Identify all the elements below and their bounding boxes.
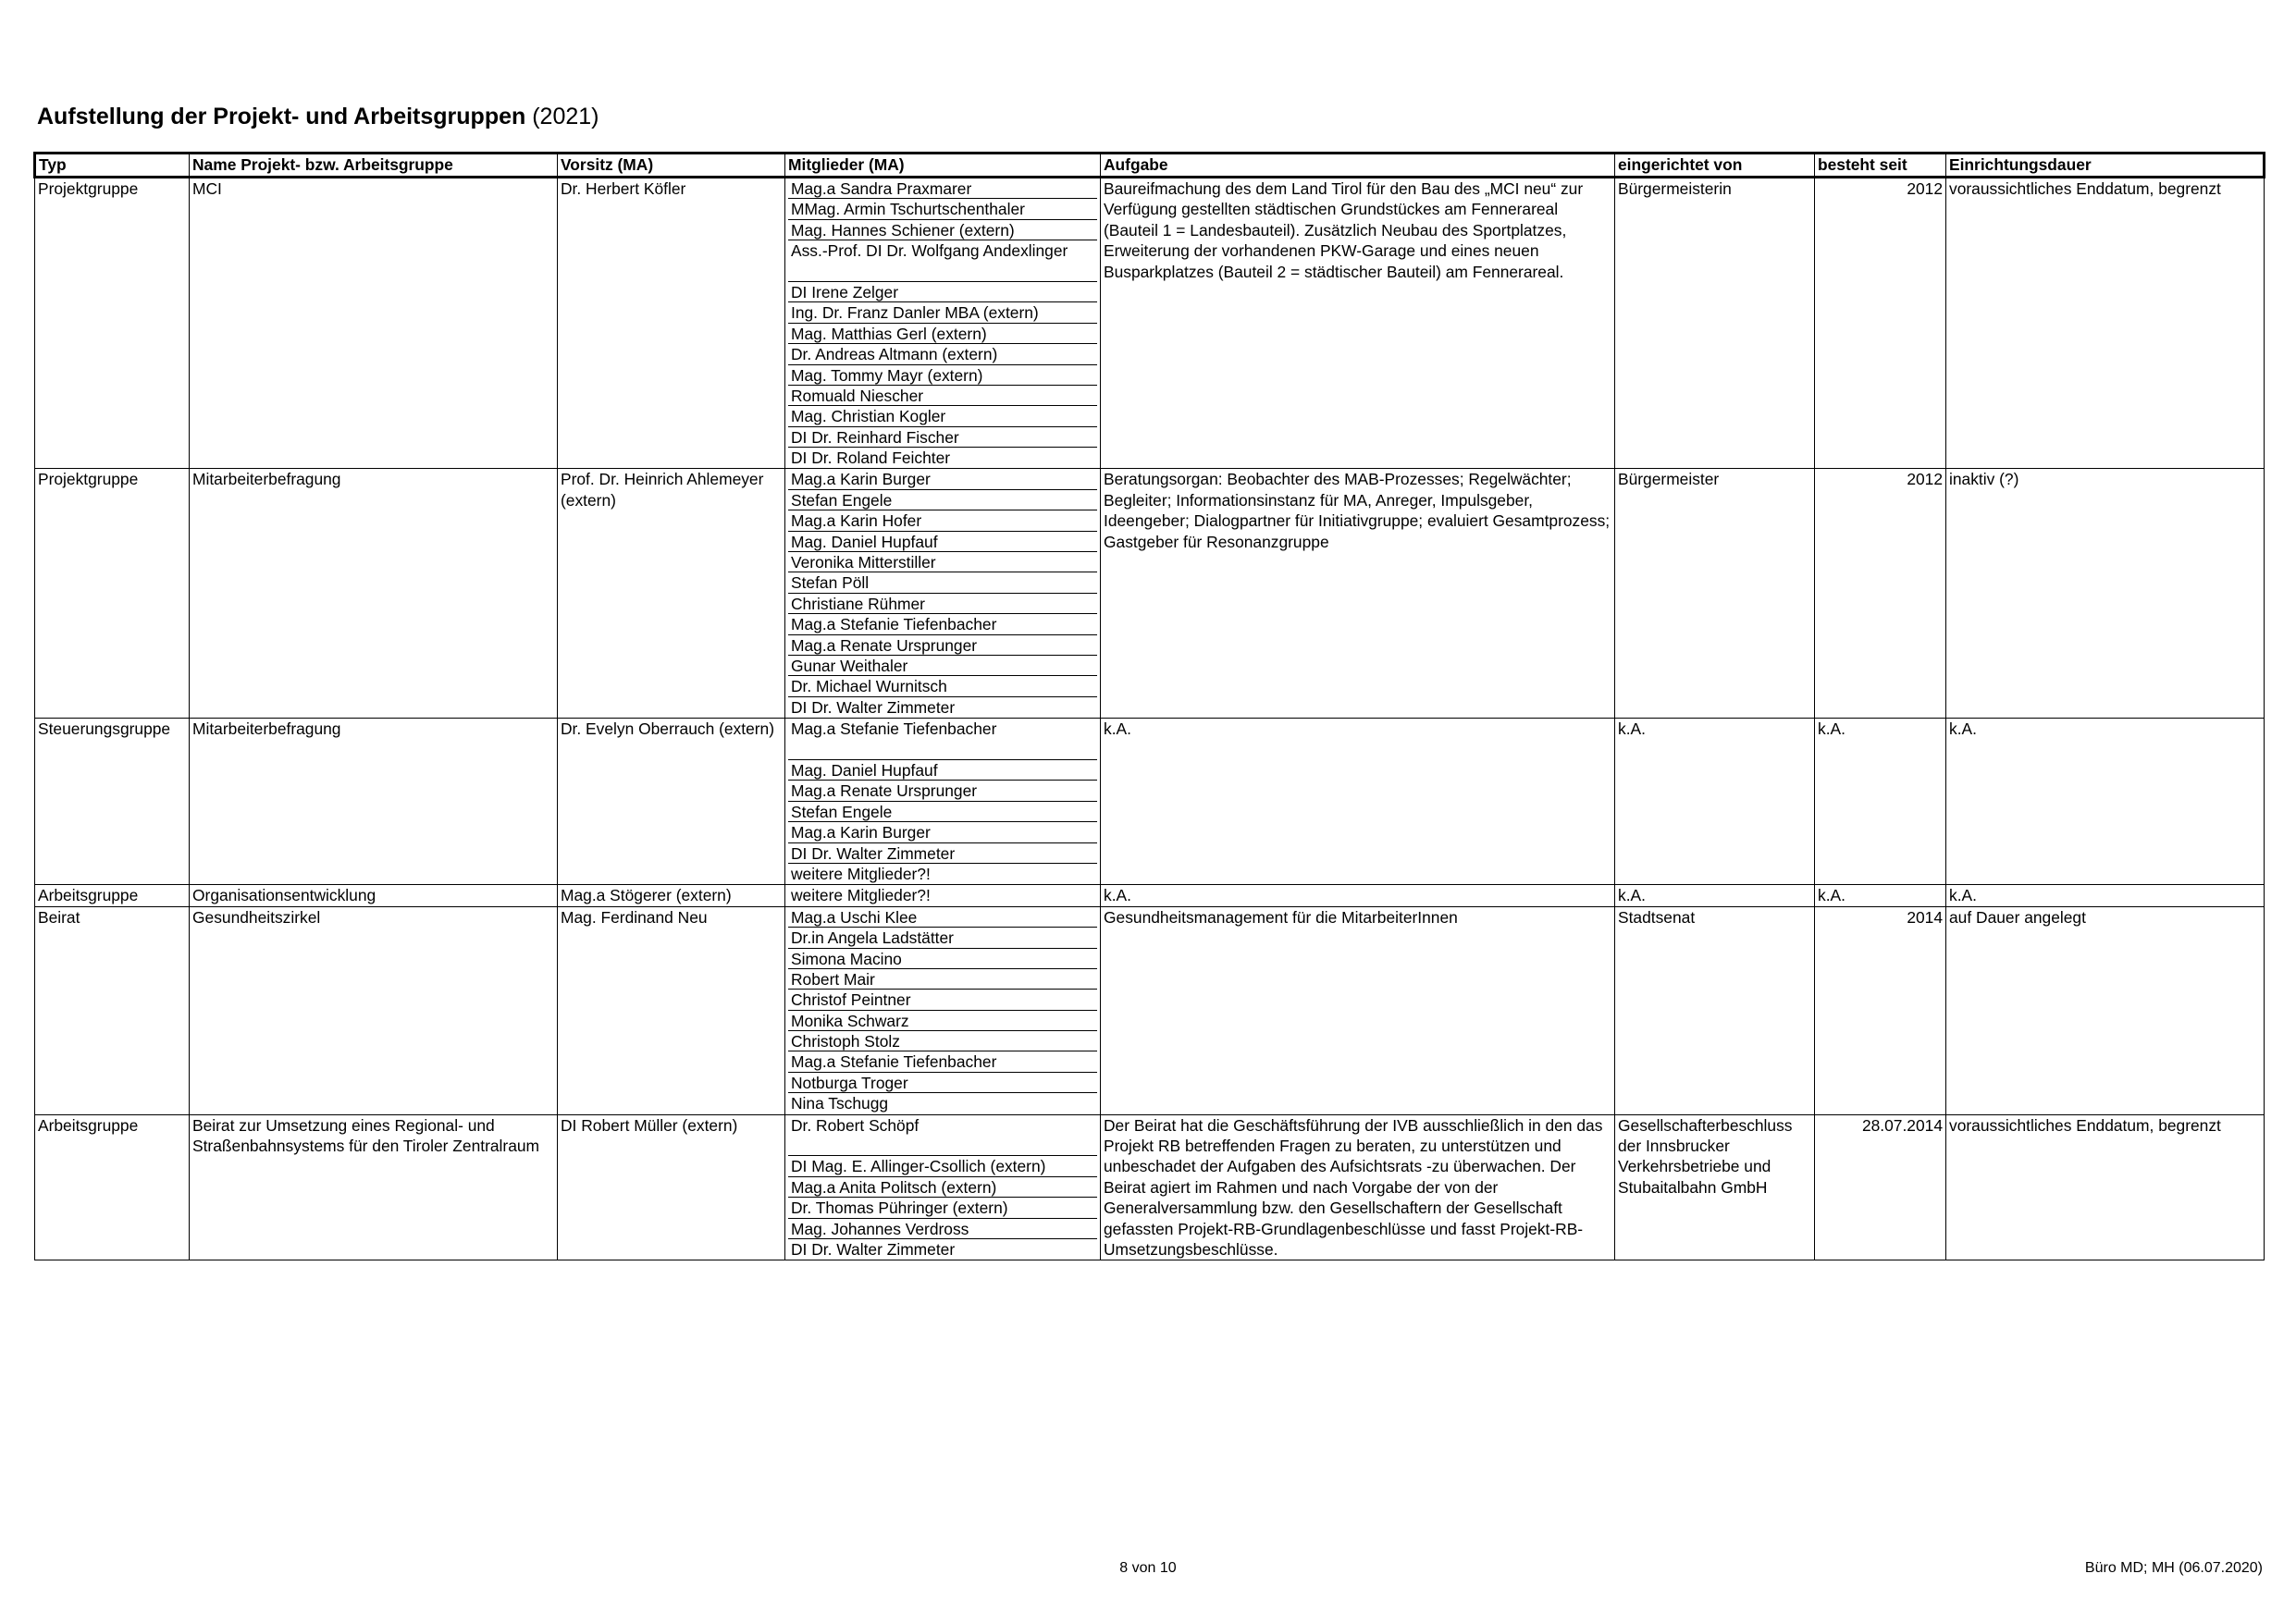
cell-aufgabe: Beratungsorgan: Beobachter des MAB-Prozesses; Regelwächter; Begleiter; Informationsinstanz für MA, Anreger, Impulsgeber, Ideengeber; Dialogpartner für Initiativgruppe; evaluiert Gesamtprozess; Gastgeber für Resonanzgruppe [1101,469,1615,719]
member-item: Mag.a Karin Hofer [788,510,1097,531]
cell-seit: 2012 [1815,469,1946,719]
table-row [35,719,2265,885]
cell-mitglieder [785,719,1101,885]
member-item: Stefan Engele [788,802,1097,822]
member-item: Mag.a Karin Burger [788,469,1097,489]
cell-vorsitz: Mag. Ferdinand Neu [558,906,785,1114]
table-row [35,1114,2265,1260]
member-item: DI Dr. Walter Zimmeter [791,697,956,717]
cell-seit: 2012 [1815,178,1946,469]
cell-vorsitz: Dr. Herbert Köfler [558,178,785,469]
cell-dauer: k.A. [1946,885,2265,906]
page-title-year: (2021) [525,104,599,129]
member-item: DI Irene Zelger [788,282,1097,302]
column-header-name: Name Projekt- bzw. Arbeitsgruppe [190,154,558,178]
member-item: Simona Macino [788,949,1097,969]
cell-eingerichtet: k.A. [1615,885,1815,906]
member-item: Monika Schwarz [788,1011,1097,1031]
cell-typ: Arbeitsgruppe [35,885,190,906]
cell-dauer: auf Dauer angelegt [1946,906,2265,1114]
member-item: Stefan Engele [788,490,1097,510]
member-item: Robert Mair [788,969,1097,990]
table-header-row [35,154,2265,178]
member-item: Christiane Rühmer [788,594,1097,614]
member-item: Mag.a Renate Ursprunger [788,635,1097,656]
cell-dauer: k.A. [1946,719,2265,885]
cell-dauer: voraussichtliches Enddatum, begrenzt [1946,178,2265,469]
cell-typ: Steuerungsgruppe [35,719,190,885]
member-item: Mag.a Stefanie Tiefenbacher [788,614,1097,634]
table-row [35,906,2265,1114]
member-item: Mag. Tommy Mayr (extern) [788,365,1097,386]
column-header-mitglieder: Mitglieder (MA) [785,154,1101,178]
cell-eingerichtet: Bürgermeister [1615,469,1815,719]
cell-aufgabe: Baureifmachung des dem Land Tirol für den Bau des „MCI neu“ zur Verfügung gestellten städtischen Grundstückes am Fennerareal (Bauteil 1 = Landesbauteil). Zusätzlich Neubau des Sportplatzes, Erweiterung der vorhandenen PKW-Garage und eines neuen Busparkplatzes (Bauteil 2 = städtischer Bauteil) am Fennerareal. [1101,178,1615,469]
member-item: DI Dr. Roland Feichter [791,449,951,468]
cell-eingerichtet: Gesellschafterbeschluss der Innsbrucker Verkehrsbetriebe und Stubaitalbahn GmbH [1615,1114,1815,1260]
member-item: Mag. Daniel Hupfauf [788,532,1097,552]
member-item: Ing. Dr. Franz Danler MBA (extern) [788,302,1097,323]
column-header-aufgabe: Aufgabe [1101,154,1615,178]
cell-aufgabe: k.A. [1101,719,1615,885]
member-item: Mag. Daniel Hupfauf [788,760,1097,781]
member-item: Ass.-Prof. DI Dr. Wolfgang Andexlinger [788,240,1097,282]
member-item: DI Dr. Walter Zimmeter [791,1239,956,1259]
member-item: Mag.a Anita Politsch (extern) [788,1177,1097,1198]
cell-eingerichtet: Stadtsenat [1615,906,1815,1114]
table-row [35,885,2265,906]
column-header-dauer: Einrichtungsdauer [1946,154,2265,178]
page-title-main: Aufstellung der Projekt- und Arbeitsgruppen [37,104,526,129]
column-header-eingerichtet: eingerichtet von [1615,154,1815,178]
cell-typ: Projektgruppe [35,178,190,469]
member-item: Dr. Robert Schöpf [788,1115,1097,1157]
cell-dauer: inaktiv (?) [1946,469,2265,719]
column-header-typ: Typ [35,154,190,178]
page-title [37,104,599,130]
member-item: Christoph Stolz [788,1031,1097,1051]
member-item: Dr.in Angela Ladstätter [788,928,1097,948]
cell-mitglieder [785,469,1101,719]
cell-name: Gesundheitszirkel [190,906,558,1114]
cell-mitglieder [785,178,1101,469]
table-body [35,178,2265,1260]
cell-typ: Beirat [35,906,190,1114]
cell-mitglieder [785,1114,1101,1260]
member-item: Christof Peintner [788,990,1097,1010]
cell-name: Mitarbeiterbefragung [190,719,558,885]
member-item: Mag. Christian Kogler [788,406,1097,426]
cell-seit: k.A. [1815,885,1946,906]
member-item: Mag.a Sandra Praxmarer [788,178,1097,199]
member-item: Stefan Pöll [788,572,1097,593]
cell-mitglieder [785,906,1101,1114]
groups-table [33,152,2265,1260]
cell-typ: Arbeitsgruppe [35,1114,190,1260]
member-item: Mag.a Karin Burger [788,822,1097,842]
member-item: weitere Mitglieder?! [791,886,931,905]
column-header-vorsitz: Vorsitz (MA) [558,154,785,178]
cell-typ: Projektgruppe [35,469,190,719]
cell-vorsitz: Mag.a Stögerer (extern) [558,885,785,906]
cell-name: MCI [190,178,558,469]
member-item: Dr. Thomas Pühringer (extern) [788,1198,1097,1218]
column-header-seit: besteht seit [1815,154,1946,178]
member-item: weitere Mitglieder?! [791,864,931,883]
cell-mitglieder [785,885,1101,906]
member-item: Nina Tschugg [791,1094,889,1113]
cell-aufgabe: k.A. [1101,885,1615,906]
member-item: Mag. Johannes Verdross [788,1219,1097,1239]
cell-eingerichtet: Bürgermeisterin [1615,178,1815,469]
cell-aufgabe: Gesundheitsmanagement für die MitarbeiterInnen [1101,906,1615,1114]
member-item: Romuald Niescher [788,386,1097,406]
footer-author: Büro MD; MH (06.07.2020) [2084,1560,2263,1576]
member-item: DI Dr. Walter Zimmeter [788,843,1097,864]
cell-eingerichtet: k.A. [1615,719,1815,885]
table-row [35,178,2265,469]
cell-seit: 2014 [1815,906,1946,1114]
member-item: Mag.a Renate Ursprunger [788,781,1097,801]
cell-vorsitz: Dr. Evelyn Oberrauch (extern) [558,719,785,885]
member-item: Mag.a Stefanie Tiefenbacher [788,1051,1097,1072]
cell-seit: 28.07.2014 [1815,1114,1946,1260]
member-item: MMag. Armin Tschurtschenthaler [788,199,1097,219]
cell-seit: k.A. [1815,719,1946,885]
member-item: Mag. Matthias Gerl (extern) [788,324,1097,344]
member-item: Mag. Hannes Schiener (extern) [788,220,1097,240]
cell-aufgabe: Der Beirat hat die Geschäftsführung der IVB ausschließlich in den das Projekt RB betreffenden Fragen zu beraten, zu unterstützen und unbeschadet der Aufgaben des Aufsichtsrats -zu überwachen. Der Beirat agiert im Rahmen und nach Vorgabe der von der Generalversammlung bzw. den Gesellschaftern der Gesellschaft gefassten Projekt-RB-Grundlagenbeschlüsse und fasst Projekt-RB-Umsetzungsbeschlüsse. [1101,1114,1615,1260]
member-item: Mag.a Stefanie Tiefenbacher [788,719,1097,760]
member-item: Mag.a Uschi Klee [788,907,1097,928]
cell-name: Beirat zur Umsetzung eines Regional- und Straßenbahnsystems für den Tiroler Zentralraum [190,1114,558,1260]
member-item: Dr. Andreas Altmann (extern) [788,344,1097,364]
member-item: Dr. Michael Wurnitsch [788,676,1097,696]
member-item: DI Mag. E. Allinger-Csollich (extern) [788,1156,1097,1176]
cell-vorsitz: DI Robert Müller (extern) [558,1114,785,1260]
member-item: Gunar Weithaler [788,656,1097,676]
cell-vorsitz: Prof. Dr. Heinrich Ahlemeyer (extern) [558,469,785,719]
cell-dauer: voraussichtliches Enddatum, begrenzt [1946,1114,2265,1260]
cell-name: Mitarbeiterbefragung [190,469,558,719]
cell-name: Organisationsentwicklung [190,885,558,906]
member-item: DI Dr. Reinhard Fischer [788,427,1097,448]
page-number: 8 von 10 [1119,1560,1177,1576]
member-item: Notburga Troger [788,1073,1097,1093]
member-item: Veronika Mitterstiller [788,552,1097,572]
table-row [35,469,2265,719]
